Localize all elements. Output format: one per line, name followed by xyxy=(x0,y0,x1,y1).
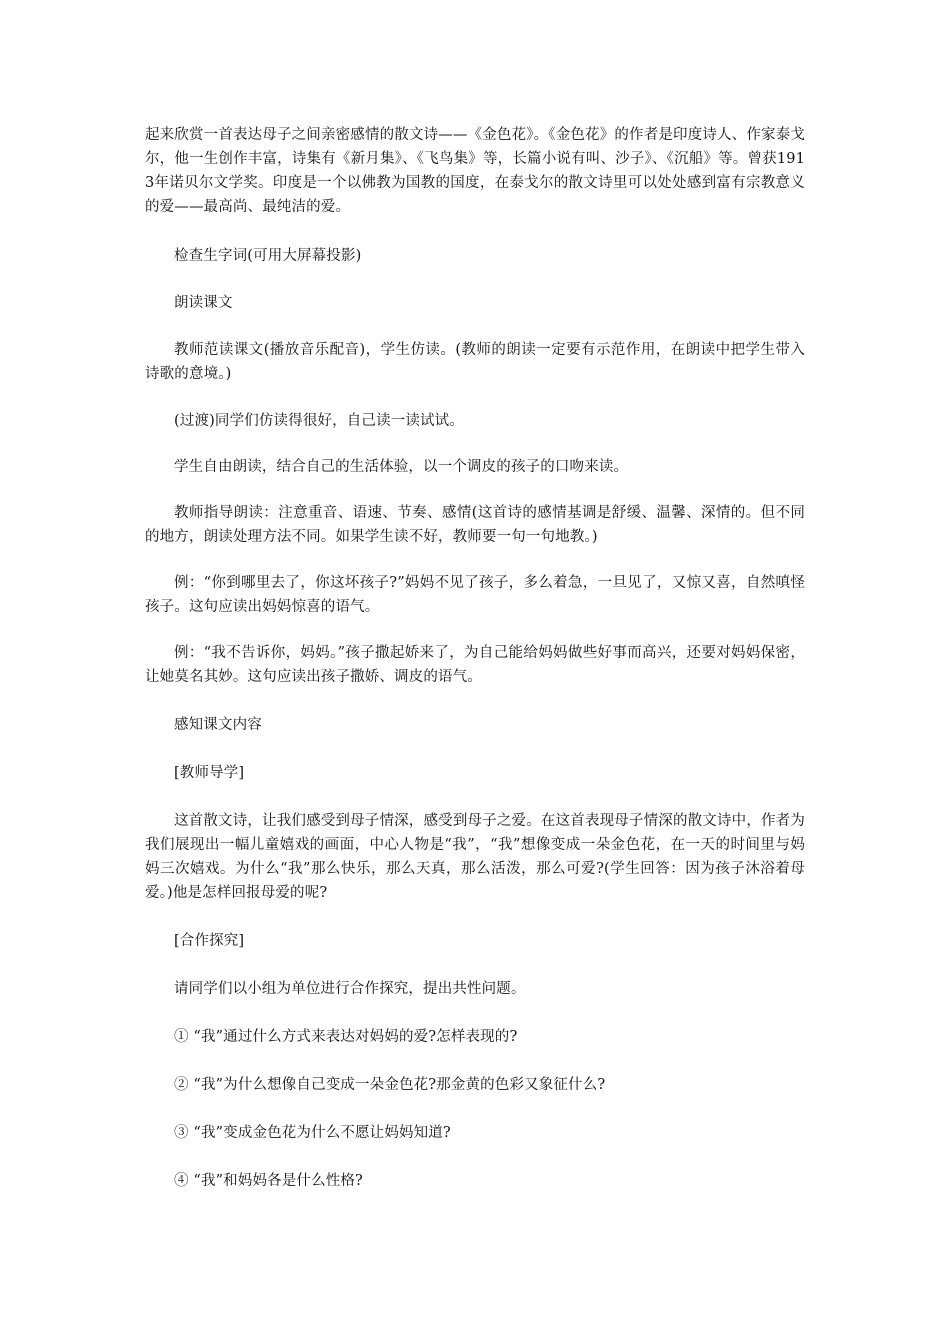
reading-guidance-paragraph: 教师指导朗读：注意重音、语速、节奏、感情(这首诗的感情基调是舒缓、温馨、深情的。但不同的地方，朗读处理方法不同。如果学生读不好，教师要一句一句地教。) xyxy=(145,505,805,545)
step-check-vocabulary: 检查生字词(可用大屏幕投影) xyxy=(174,248,362,264)
example-1-paragraph: 例：“你到哪里去了，你这坏孩子?”妈妈不见了孩子，多么着急，一旦见了，又惊又喜，自然嗔怪孩子。这句应读出妈妈惊喜的语气。 xyxy=(145,575,805,615)
question-1: ① “我”通过什么方式来表达对妈妈的爱?怎样表现的? xyxy=(174,1029,518,1045)
section-label-cooperative-inquiry: [合作探究] xyxy=(174,933,245,949)
teacher-model-reading-paragraph: 教师范读课文(播放音乐配音)，学生仿读。(教师的朗读一定要有示范作用，在朗读中把学生带入诗歌的意境。) xyxy=(145,342,805,382)
section-heading-perceive-content: 感知课文内容 xyxy=(174,717,262,733)
question-2: ② “我”为什么想像自己变成一朵金色花?那金黄的色彩又象征什么? xyxy=(174,1077,606,1093)
teacher-guide-paragraph: 这首散文诗，让我们感受到母子情深，感受到母子之爱。在这首表现母子情深的散文诗中，作者为我们展现出一幅儿童嬉戏的画面，中心人物是“我”，“我”想像变成一朵金色花，在一天的时间里与妈妈三次嬉戏。为什么“我”那么快乐，那么天真，那么活泼，那么可爱?(学生回答：因为孩子沐浴着母爱。)他是怎样回报母爱的呢? xyxy=(145,813,805,901)
free-reading-paragraph: 学生自由朗读，结合自己的生活体验，以一个调皮的孩子的口吻来读。 xyxy=(174,459,629,475)
question-4: ④ “我”和妈妈各是什么性格? xyxy=(174,1173,363,1189)
document-page xyxy=(145,123,805,1193)
intro-paragraph: 起来欣赏一首表达母子之间亲密感情的散文诗——《金色花》。《金色花》的作者是印度诗人、作家泰戈尔，他一生创作丰富，诗集有《新月集》、《飞鸟集》等，长篇小说有叫、沙子》、《沉船》等。曾获1913年诺贝尔文学奖。印度是一个以佛教为国教的国度，在泰戈尔的散文诗里可以处处感到富有宗教意义的爱——最高尚、最纯洁的爱。 xyxy=(145,127,805,215)
group-inquiry-instruction: 请同学们以小组为单位进行合作探究，提出共性问题。 xyxy=(174,981,526,997)
example-2-paragraph: 例：“我不告诉你，妈妈。”孩子撒起娇来了，为自己能给妈妈做些好事而高兴，还要对妈妈保密，让她莫名其妙。这句应读出孩子撒娇、调皮的语气。 xyxy=(145,645,805,685)
section-label-teacher-guide: [教师导学] xyxy=(174,765,245,781)
step-read-text: 朗读课文 xyxy=(174,295,233,311)
question-3: ③ “我”变成金色花为什么不愿让妈妈知道? xyxy=(174,1125,451,1141)
transition-paragraph: (过渡)同学们仿读得很好，自己读一读试试。 xyxy=(174,413,464,429)
